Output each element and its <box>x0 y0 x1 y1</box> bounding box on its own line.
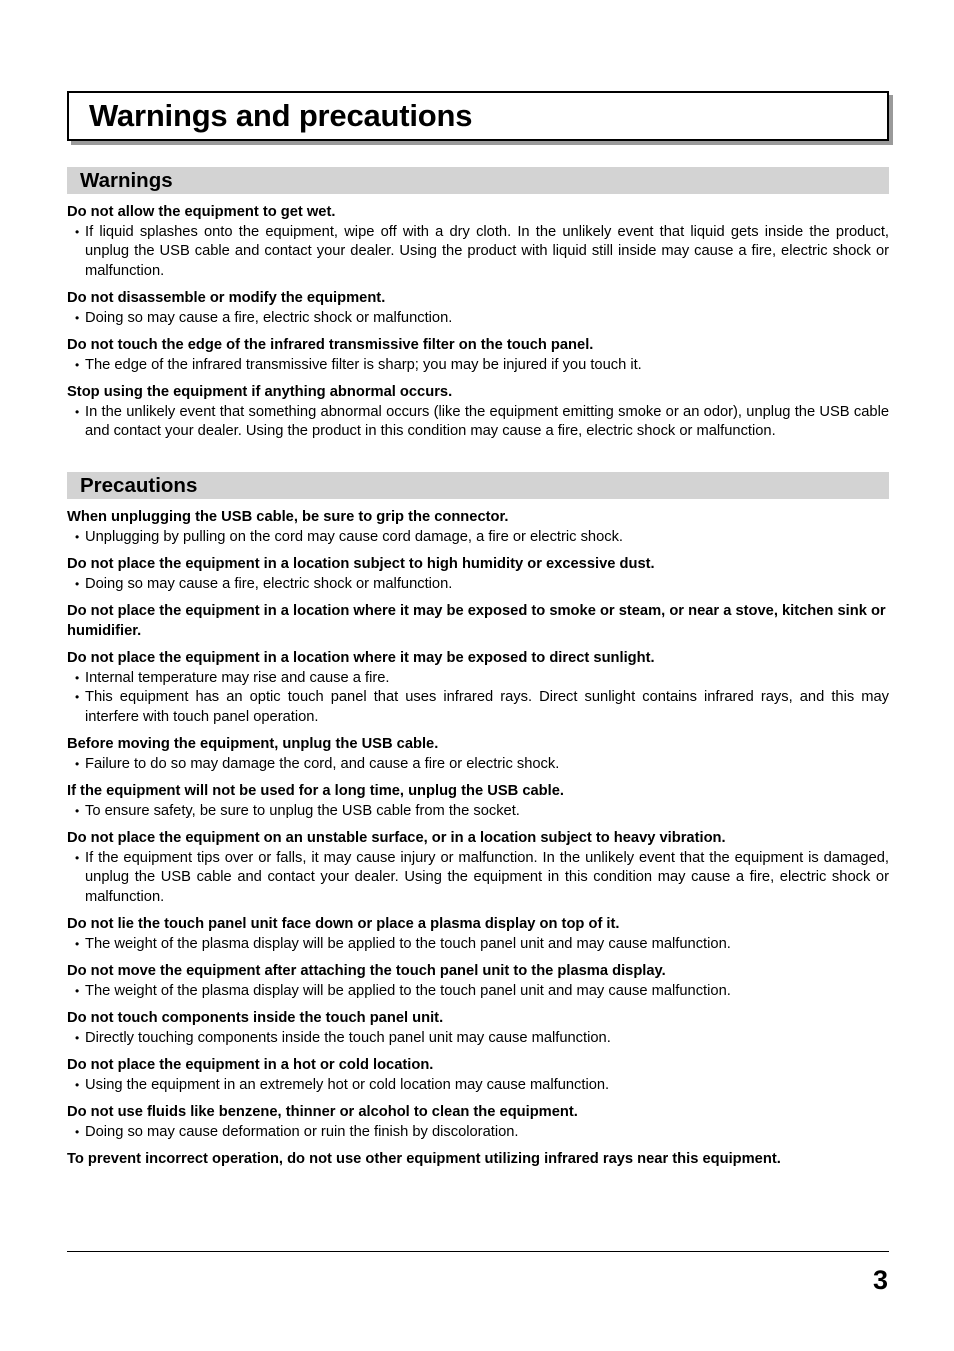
list-item <box>67 602 889 641</box>
item-title: To prevent incorrect operation, do not use other equipment utilizing infrared rays near this equipment. <box>67 1151 781 1167</box>
footer-divider <box>67 1251 889 1252</box>
list-item <box>67 915 889 954</box>
bullet-point <box>67 982 889 1002</box>
page-title: Warnings and precautions <box>89 98 473 133</box>
bullet-text: If the equipment tips over or falls, it may cause injury or malfunction. In the unlikely event that the equipment is damaged, unplug the USB cable and contact your dealer. Using the equipment in this condition may cause a fire, electric shock or malfunction. <box>85 849 889 905</box>
bullet-dot-icon: • <box>75 756 80 771</box>
bullet-text: The weight of the plasma display will be applied to the touch panel unit and may cause malfunction. <box>85 982 731 999</box>
bullet-text: Directly touching components inside the touch panel unit may cause malfunction. <box>85 1029 611 1046</box>
list-item <box>67 1056 889 1095</box>
bullet-point <box>67 755 889 775</box>
bullet-text: This equipment has an optic touch panel that uses infrared rays. Direct sunlight contains infrared rays, and this may interfere with touch panel operation. <box>85 689 889 725</box>
item-title: Do not place the equipment in a location subject to high humidity or excessive dust. <box>67 556 655 572</box>
bullet-text: Failure to do so may damage the cord, and cause a fire or electric shock. <box>85 755 560 772</box>
item-title: Do not lie the touch panel unit face down or place a plasma display on top of it. <box>67 916 620 932</box>
bullet-dot-icon: • <box>75 850 80 865</box>
bullet-point <box>67 669 889 689</box>
list-item <box>67 1150 889 1170</box>
precautions-section <box>67 472 889 1178</box>
item-title: When unplugging the USB cable, be sure to grip the connector. <box>67 509 509 525</box>
bullet-text: Doing so may cause deformation or ruin the finish by discoloration. <box>85 1123 519 1140</box>
page-title-box <box>67 91 889 141</box>
bullet-text: To ensure safety, be sure to unplug the USB cable from the socket. <box>85 802 520 819</box>
bullet-text: Internal temperature may rise and cause a fire. <box>85 669 390 686</box>
bullet-point <box>67 575 889 595</box>
list-item <box>67 962 889 1001</box>
bullet-point <box>67 1123 889 1143</box>
bullet-point <box>67 802 889 822</box>
item-title: Do not disassemble or modify the equipment. <box>67 290 386 306</box>
bullet-dot-icon: • <box>75 670 80 685</box>
bullet-dot-icon: • <box>75 357 80 372</box>
precautions-list <box>67 508 889 1170</box>
bullet-text: Unplugging by pulling on the cord may cause cord damage, a fire or electric shock. <box>85 528 624 545</box>
bullet-point <box>67 403 889 442</box>
bullet-point <box>67 688 889 727</box>
item-title: Do not touch the edge of the infrared transmissive filter on the touch panel. <box>67 337 594 353</box>
list-item <box>67 289 889 328</box>
list-item <box>67 649 889 727</box>
item-title: Do not place the equipment in a hot or cold location. <box>67 1057 434 1073</box>
bullet-text: The weight of the plasma display will be applied to the touch panel unit and may cause malfunction. <box>85 935 731 952</box>
bullet-text: Using the equipment in an extremely hot or cold location may cause malfunction. <box>85 1076 610 1093</box>
bullet-dot-icon: • <box>75 1030 80 1045</box>
bullet-dot-icon: • <box>75 404 80 419</box>
page-number: 3 <box>872 1265 888 1295</box>
bullet-point <box>67 223 889 282</box>
bullet-dot-icon: • <box>75 983 80 998</box>
item-title: Do not touch components inside the touch panel unit. <box>67 1010 444 1026</box>
bullet-text: The edge of the infrared transmissive filter is sharp; you may be injured if you touch it. <box>85 356 642 373</box>
item-title: Do not allow the equipment to get wet. <box>67 204 336 220</box>
bullet-point <box>67 935 889 955</box>
item-title: Do not place the equipment in a location where it may be exposed to smoke or steam, or near a stove, kitchen sink or humidifier. <box>67 603 886 639</box>
list-item <box>67 829 889 907</box>
list-item <box>67 383 889 442</box>
bullet-point <box>67 356 889 376</box>
bullet-dot-icon: • <box>75 936 80 951</box>
bullet-point <box>67 1029 889 1049</box>
item-title: If the equipment will not be used for a long time, unplug the USB cable. <box>67 783 564 799</box>
item-title: Stop using the equipment if anything abnormal occurs. <box>67 384 453 400</box>
warnings-section <box>67 167 889 450</box>
bullet-dot-icon: • <box>75 224 80 239</box>
bullet-text: Doing so may cause a fire, electric shock or malfunction. <box>85 309 453 326</box>
bullet-dot-icon: • <box>75 1124 80 1139</box>
list-item <box>67 1103 889 1142</box>
list-item <box>67 203 889 281</box>
list-item <box>67 336 889 375</box>
bullet-point <box>67 849 889 908</box>
list-item <box>67 508 889 547</box>
bullet-dot-icon: • <box>75 690 80 704</box>
warnings-list <box>67 203 889 442</box>
bullet-point <box>67 309 889 329</box>
item-title: Do not place the equipment in a location where it may be exposed to direct sunlight. <box>67 650 655 666</box>
bullet-dot-icon: • <box>75 529 80 544</box>
item-title: Do not use fluids like benzene, thinner or alcohol to clean the equipment. <box>67 1104 578 1120</box>
bullet-text: If liquid splashes onto the equipment, wipe off with a dry cloth. In the unlikely event that liquid gets inside the product, unplug the USB cable and contact your dealer. Using the product with liquid still inside may cause a fire, electric shock or malfunction. <box>85 223 889 279</box>
bullet-text: Doing so may cause a fire, electric shock or malfunction. <box>85 575 453 592</box>
precautions-heading: Precautions <box>67 472 889 499</box>
list-item <box>67 555 889 594</box>
item-title: Do not move the equipment after attaching the touch panel unit to the plasma display. <box>67 963 666 979</box>
item-title: Before moving the equipment, unplug the USB cable. <box>67 736 439 752</box>
bullet-dot-icon: • <box>75 576 80 591</box>
bullet-dot-icon: • <box>75 1077 80 1092</box>
bullet-point <box>67 1076 889 1096</box>
bullet-point <box>67 528 889 548</box>
item-title: Do not place the equipment on an unstable surface, or in a location subject to heavy vibration. <box>67 830 726 846</box>
warnings-heading: Warnings <box>67 167 889 194</box>
bullet-dot-icon: • <box>75 310 80 325</box>
bullet-text: In the unlikely event that something abnormal occurs (like the equipment emitting smoke or an odor), unplug the USB cable and contact your dealer. Using the product in this condition may cause a fire, electric shock or malfunction. <box>85 403 889 439</box>
list-item <box>67 1009 889 1048</box>
bullet-dot-icon: • <box>75 803 80 818</box>
list-item <box>67 735 889 774</box>
list-item <box>67 782 889 821</box>
